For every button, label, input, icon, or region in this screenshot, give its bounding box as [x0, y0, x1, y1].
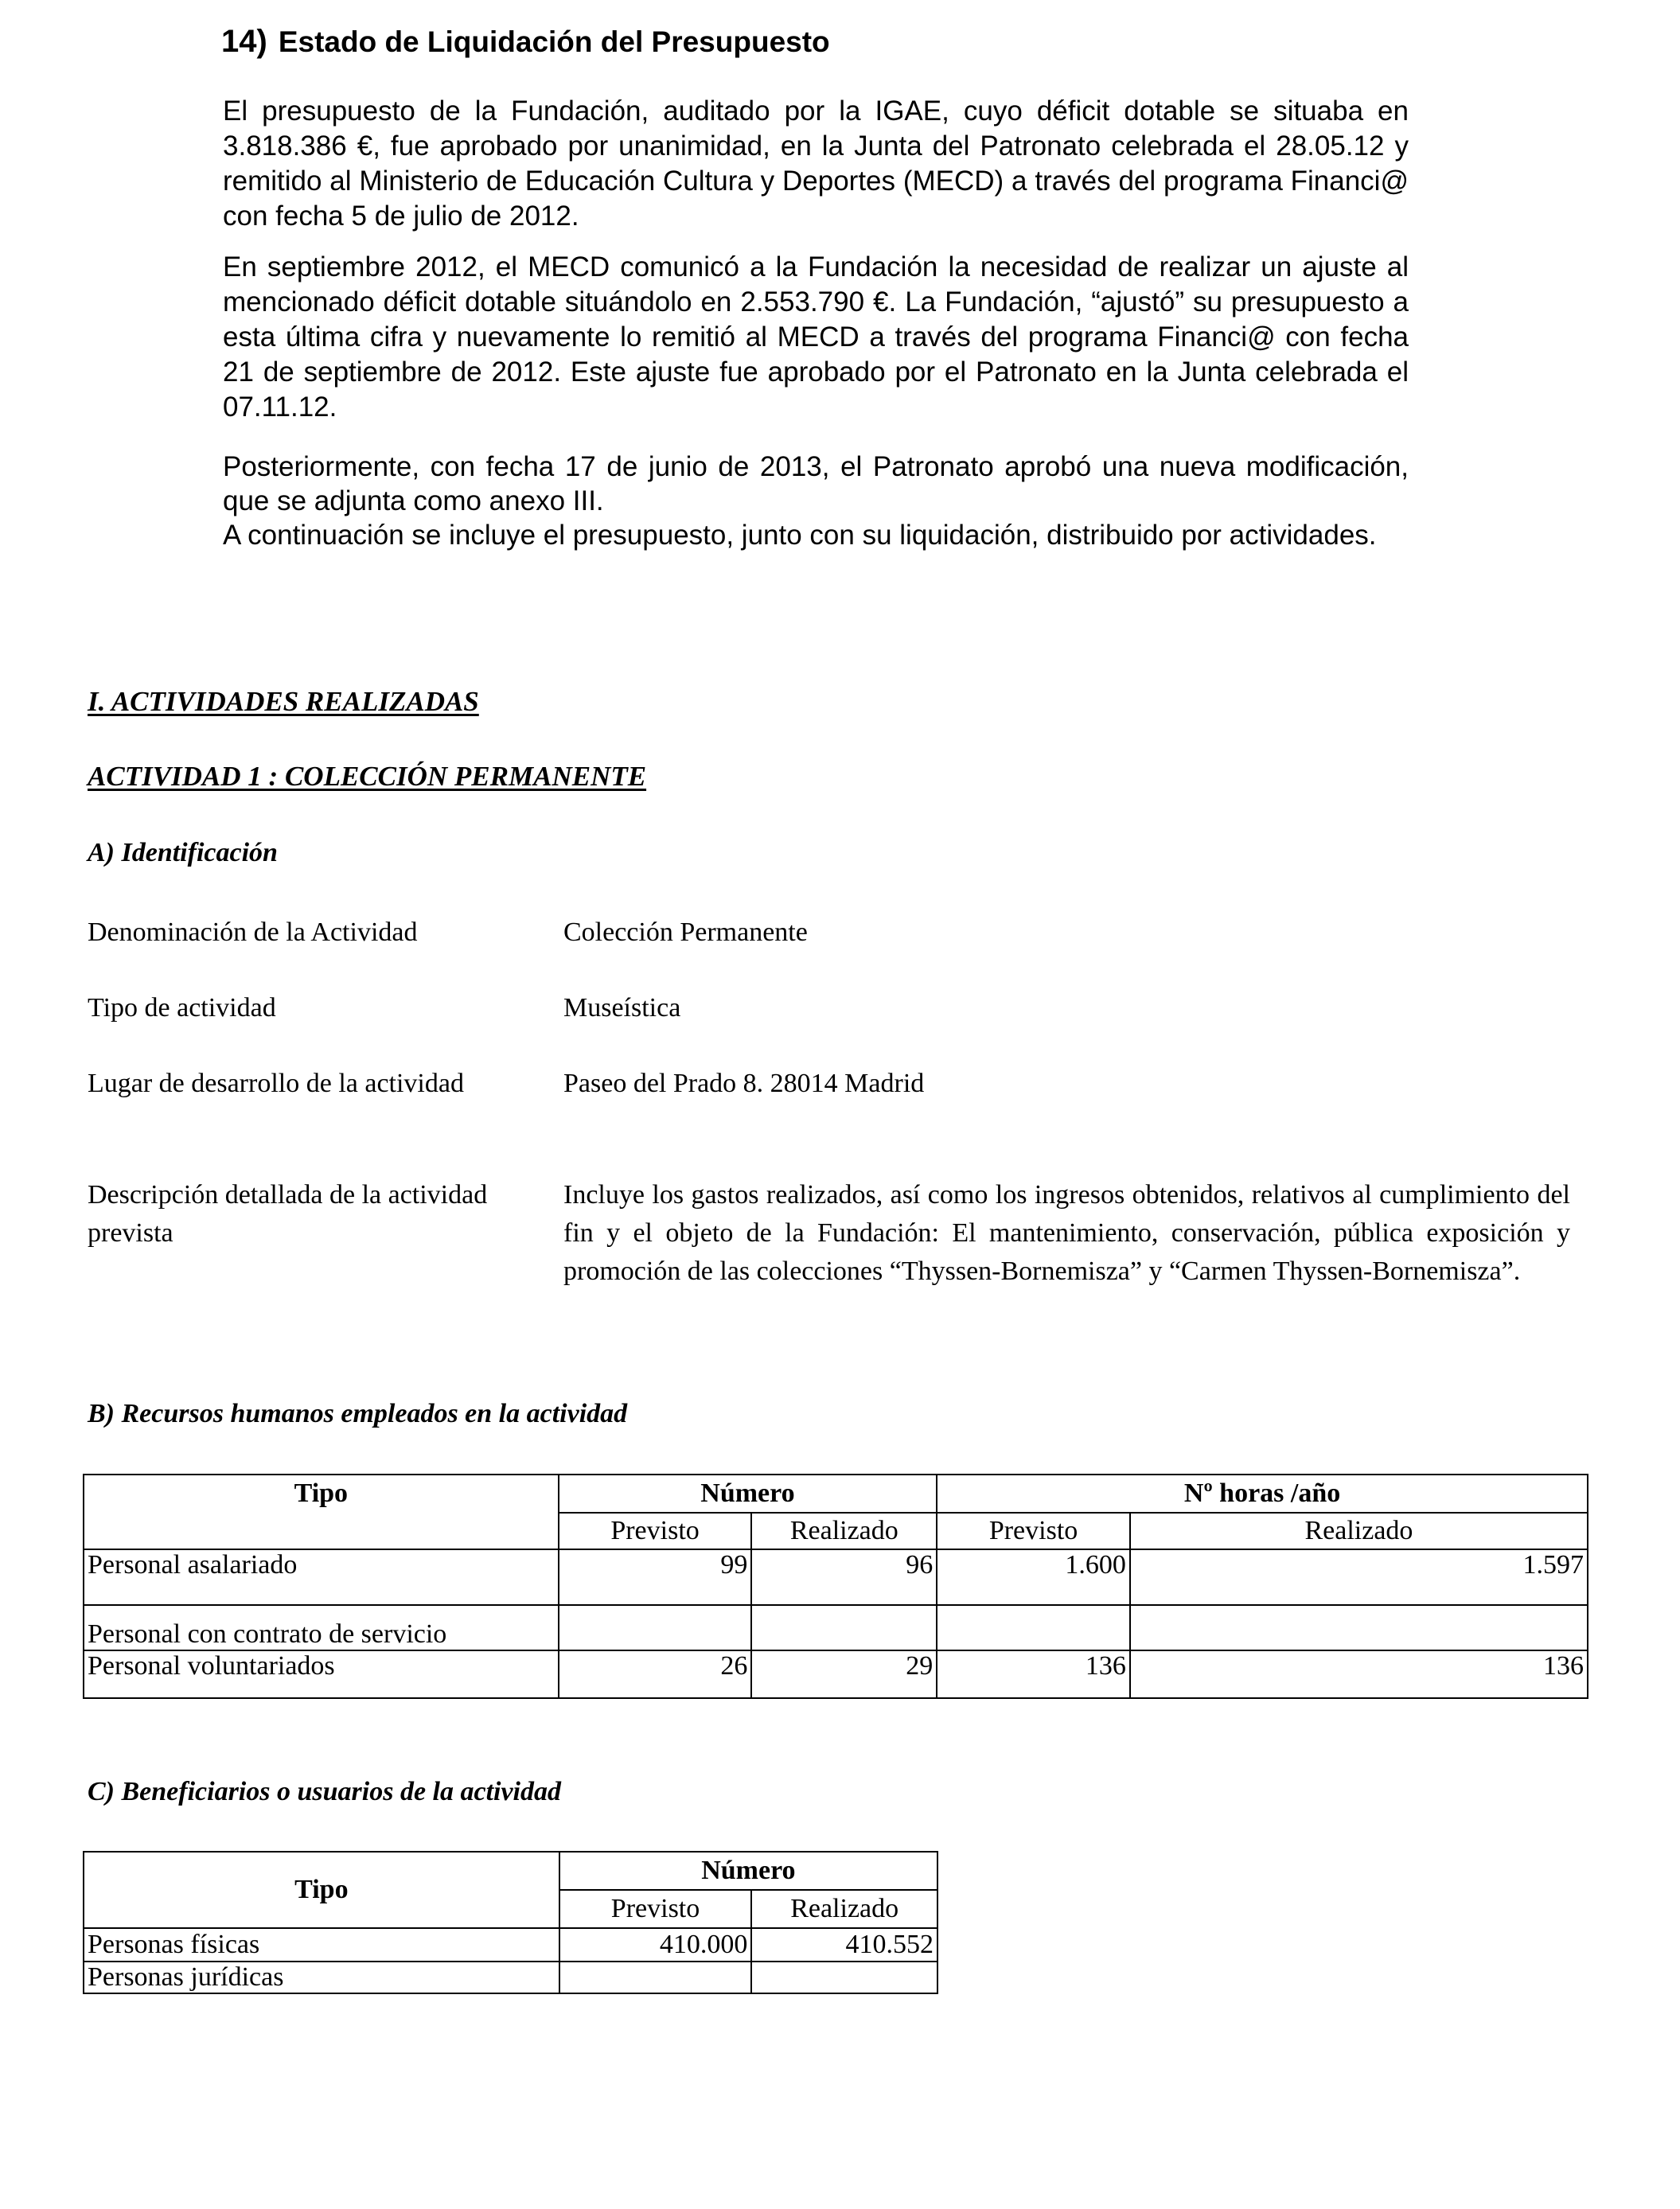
resources-row-tipo: Personal voluntariados	[84, 1650, 559, 1698]
beneficiaries-row-realizado: 410.552	[751, 1928, 937, 1962]
paragraph-budget-adjustment: En septiembre 2012, el MECD comunicó a la Fundación la necesidad de realizar un ajuste al mencionado déficit dotable situándolo en 2.553.790 €. La Fundación, “ajustó” su presupuesto a esta última cifra y nuevamente lo remitió al MECD a través del programa Financi@ con fecha 21 de septiembre de 2012. Este ajuste fue aprobado por el Patronato en la Junta celebrada el 07.11.12.	[223, 251, 1409, 423]
resources-row-tipo: Personal con contrato de servicio	[84, 1605, 559, 1650]
resources-subheader-num-realizado: Realizado	[751, 1513, 937, 1549]
table-row	[84, 1549, 1588, 1605]
beneficiaries-header-tipo: Tipo	[84, 1852, 559, 1928]
table-row	[84, 1928, 937, 1962]
resources-header-numero: Número	[559, 1475, 937, 1513]
paragraph-budget-approval: El presupuesto de la Fundación, auditado por la IGAE, cuyo déficit dotable se situaba en 3.818.386 €, fue aprobado por unanimidad, en la Junta del Patronato celebrada el 28.05.12 y remitido al Ministerio de Educación Cultura y Deportes (MECD) a través del programa Financi@ con fecha 5 de julio de 2012.	[223, 95, 1409, 232]
table-row	[84, 1962, 937, 1993]
table-row	[84, 1650, 1588, 1698]
beneficiaries-row-tipo: Personas jurídicas	[84, 1962, 559, 1993]
section-title: Estado de Liquidación del Presupuesto	[278, 25, 830, 58]
paragraph-continuation-text: A continuación se incluye el presupuesto, junto con su liquidación, distribuido por actividades.	[223, 520, 1377, 551]
resources-row-horas-previsto: 1.600	[937, 1549, 1130, 1605]
resources-row-horas-realizado: 1.597	[1130, 1549, 1588, 1605]
heading-beneficiaries: C) Beneficiarios o usuarios de la actividad	[88, 1777, 561, 1806]
resources-header-tipo: Tipo	[84, 1475, 559, 1549]
id-label-type: Tipo de actividad	[88, 993, 276, 1023]
resources-row-tipo: Personal asalariado	[84, 1549, 559, 1605]
resources-row-horas-realizado: 136	[1130, 1650, 1588, 1698]
beneficiaries-header-numero: Número	[559, 1852, 937, 1890]
beneficiaries-row-tipo: Personas físicas	[84, 1928, 559, 1962]
beneficiaries-row-previsto	[559, 1962, 752, 1993]
heading-activities: I. ACTIVIDADES REALIZADAS	[88, 686, 479, 717]
beneficiaries-row-previsto: 410.000	[559, 1928, 752, 1962]
id-value-location: Paseo del Prado 8. 28014 Madrid	[563, 1069, 925, 1098]
resources-table	[83, 1474, 1588, 1699]
heading-resources: B) Recursos humanos empleados en la actividad	[88, 1399, 628, 1428]
id-label-name: Denominación de la Actividad	[88, 917, 418, 947]
heading-activity-1: ACTIVIDAD 1 : COLECCIÓN PERMANENTE	[88, 761, 647, 792]
id-value-name: Colección Permanente	[563, 917, 808, 947]
id-value-description: Incluye los gastos realizados, así como los ingresos obtenidos, relativos al cumplimiento del fin y el objeto de la Fundación: El mantenimiento, conservación, pública exposición y promoción de las colecciones “Thyssen-Bornemisza” y “Carmen Thyssen-Bornemisza”.	[563, 1180, 1570, 1286]
resources-header-horas: Nº horas /año	[937, 1475, 1588, 1513]
id-label-description: Descripción detallada de la actividad prevista	[88, 1180, 488, 1248]
table-row	[84, 1605, 1588, 1650]
beneficiaries-subheader-realizado: Realizado	[751, 1890, 937, 1928]
id-label-location: Lugar de desarrollo de la actividad	[88, 1069, 464, 1098]
resources-row-horas-previsto	[937, 1605, 1130, 1650]
id-value-type: Museística	[563, 993, 681, 1023]
heading-identification: A) Identificación	[88, 838, 278, 867]
resources-row-num-realizado	[751, 1605, 937, 1650]
paragraph-modification-text: Posteriormente, con fecha 17 de junio de 2013, el Patronato aprobó una nueva modificación, que se adjunta como anexo III.	[223, 451, 1409, 516]
resources-row-horas-realizado	[1130, 1605, 1588, 1650]
resources-subheader-horas-realizado: Realizado	[1130, 1513, 1588, 1549]
beneficiaries-subheader-previsto: Previsto	[559, 1890, 752, 1928]
section-heading	[221, 24, 830, 60]
beneficiaries-table	[83, 1851, 938, 1994]
resources-subheader-num-previsto: Previsto	[559, 1513, 752, 1549]
resources-row-horas-previsto: 136	[937, 1650, 1130, 1698]
paragraph-modification	[223, 450, 1409, 552]
resources-row-num-previsto: 99	[559, 1549, 752, 1605]
resources-row-num-previsto	[559, 1605, 752, 1650]
resources-row-num-realizado: 29	[751, 1650, 937, 1698]
resources-row-num-realizado: 96	[751, 1549, 937, 1605]
resources-subheader-horas-previsto: Previsto	[937, 1513, 1130, 1549]
section-number: 14)	[221, 24, 267, 59]
resources-row-num-previsto: 26	[559, 1650, 752, 1698]
beneficiaries-row-realizado	[751, 1962, 937, 1993]
